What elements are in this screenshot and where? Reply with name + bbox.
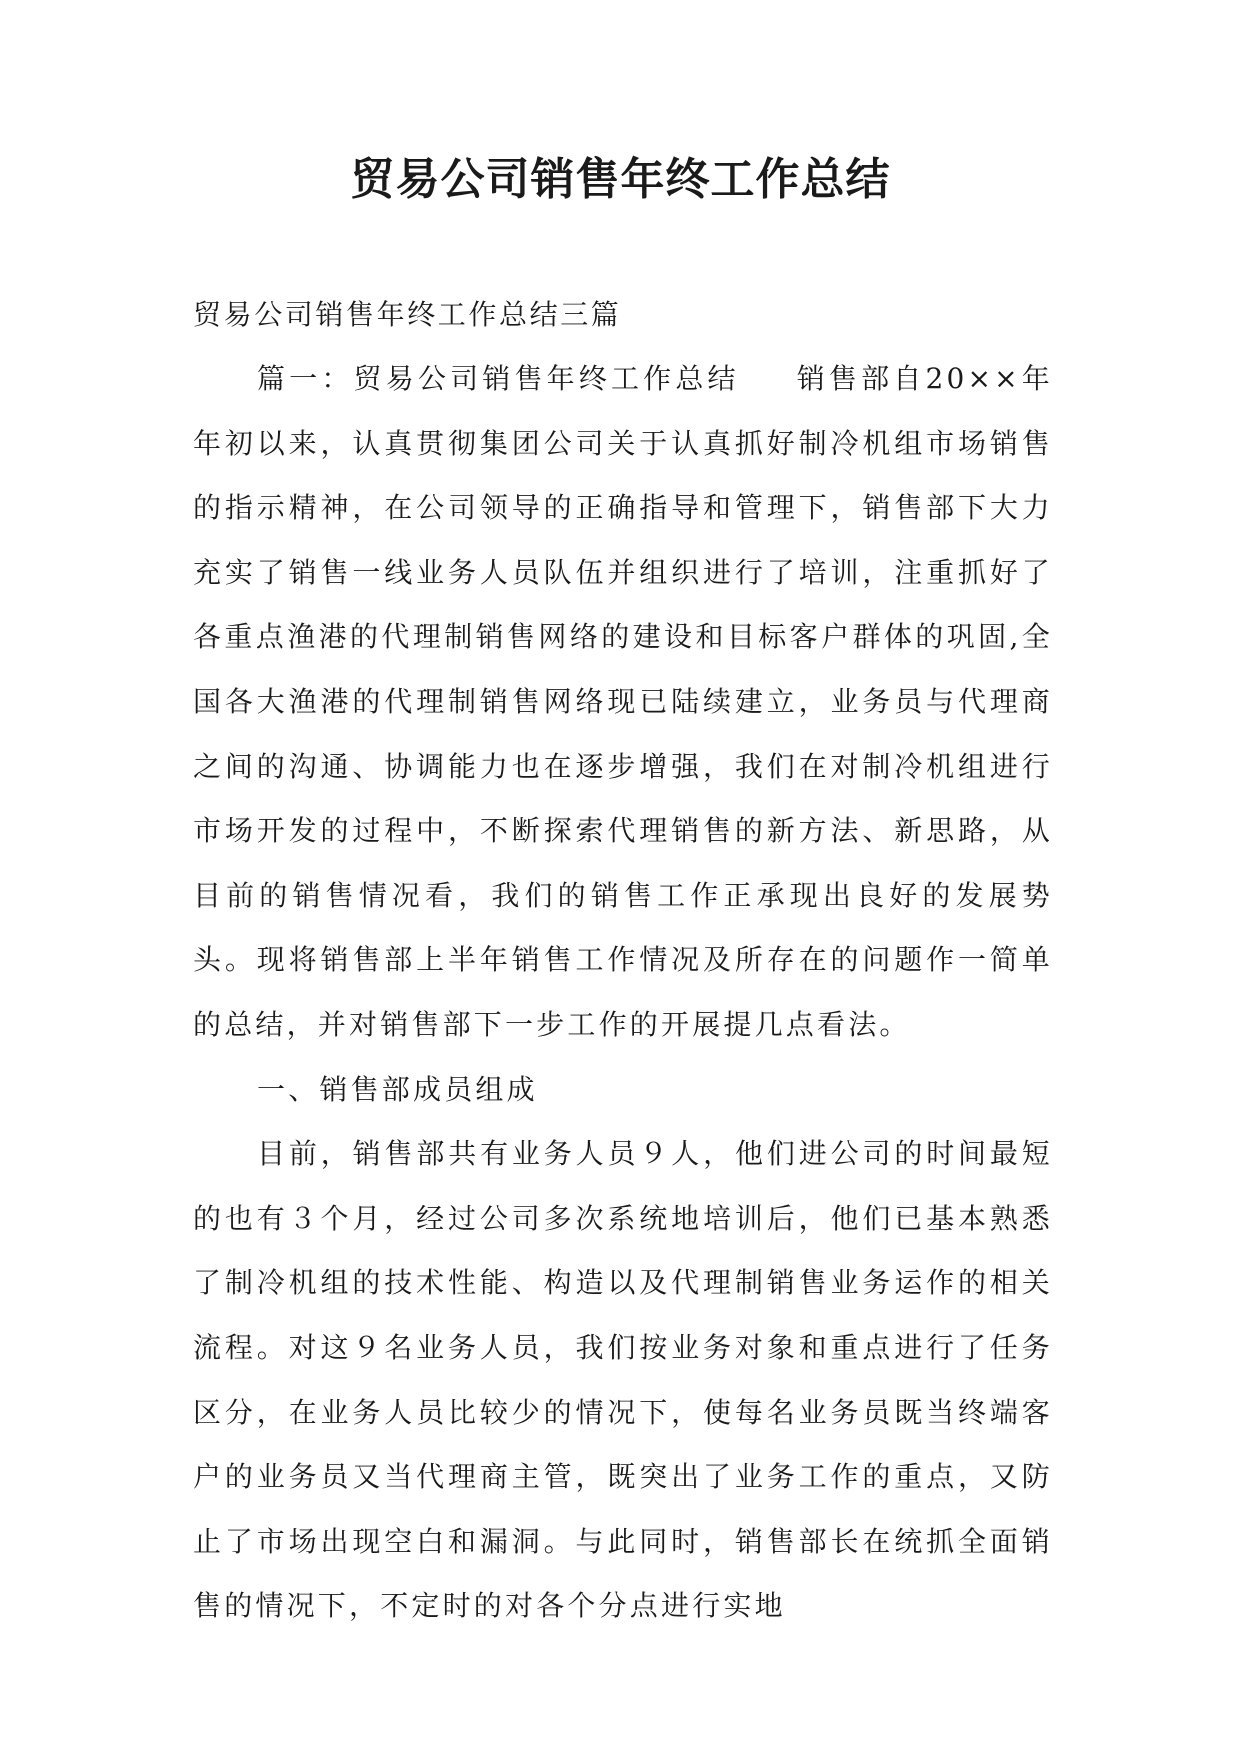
intro-paragraph [193, 347, 1053, 1058]
section-paragraph: 目前，销售部共有业务人员９人，他们进公司的时间最短的也有３个月，经过公司多次系统地培训后，他们已基本熟悉了制冷机组的技术性能、构造以及代理制销售业务运作的相关流程。对这９名业务人员，我们按业务对象和重点进行了任务区分，在业务人员比较少的情况下，使每名业务员既当终端客户的业务员又当代理商主管，既突出了业务工作的重点，又防止了市场出现空白和漏洞。与此同时，销售部长在统抓全面销售的情况下，不定时的对各个分点进行实地 [193, 1137, 1053, 1623]
document-body [193, 283, 1053, 1639]
document-subtitle: 贸易公司销售年终工作总结三篇 [193, 298, 622, 331]
section-heading: 一、销售部成员组成 [257, 1072, 538, 1106]
part-heading: 篇一：贸易公司销售年终工作总结 [257, 362, 740, 395]
intro-text: 销售部自20××年年初以来，认真贯彻集团公司关于认真抓好制冷机组市场销售的指示精神，在公司领导的正确指导和管理下，销售部下大力充实了销售一线业务人员队伍并组织进行了培训，注重抓好了各重点渔港的代理制销售网络的建设和目标客户群体的巩固,全国各大渔港的代理制销售网络现已陆续建立，业务员与代理商之间的沟通、协调能力也在逐步增强，我们在对制冷机组进行市场开发的过程中，不断探索代理销售的新方法、新思路，从目前的销售情况看，我们的销售工作正承现出良好的发展势头。现将销售部上半年销售工作情况及所存在的问题作一简单的总结，并对销售部下一步工作的开展提几点看法。 [193, 362, 1053, 1041]
document-title: 贸易公司销售年终工作总结 [350, 154, 891, 205]
